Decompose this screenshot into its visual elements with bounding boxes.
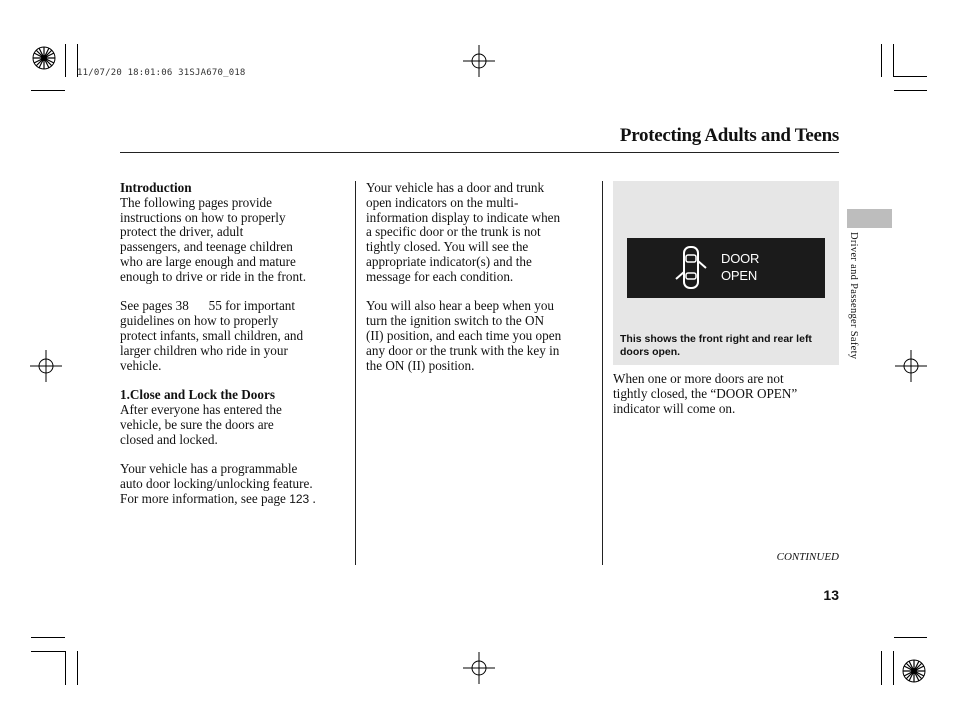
caption-line: doors open. bbox=[620, 346, 681, 358]
more-info-suffix: . bbox=[309, 490, 316, 506]
text-line: instructions on how to properly bbox=[120, 209, 286, 225]
crop-mark bbox=[894, 76, 927, 77]
text-line: who are large enough and mature bbox=[120, 253, 296, 269]
text-line: protect infants, small children, and bbox=[120, 327, 304, 343]
figure-caption bbox=[620, 333, 836, 359]
text-line: any door or the trunk with the key in bbox=[366, 342, 560, 358]
crop-mark bbox=[31, 651, 65, 652]
crop-mark bbox=[893, 651, 894, 685]
text-line: When one or more doors are not bbox=[613, 371, 784, 386]
page-title: Protecting Adults and Teens bbox=[619, 125, 839, 146]
display-line: OPEN bbox=[721, 268, 758, 283]
column-2 bbox=[366, 181, 598, 388]
text-line: Your vehicle has a door and trunk bbox=[366, 180, 545, 195]
text-line: larger children who ride in your bbox=[120, 342, 288, 358]
text-line: tightly closed. You will see the bbox=[366, 239, 529, 255]
crosshair-registration-icon bbox=[30, 350, 62, 382]
beep-paragraph bbox=[366, 299, 598, 373]
text-line: vehicle, be sure the doors are bbox=[120, 416, 274, 432]
text-line: open indicators on the multi- bbox=[366, 194, 519, 210]
text-line: The following pages provide bbox=[120, 194, 272, 210]
car-door-open-icon bbox=[673, 244, 709, 292]
column-divider bbox=[355, 181, 356, 565]
caption-line: This shows the front right and rear left bbox=[620, 333, 812, 345]
auto-lock-section bbox=[120, 462, 352, 506]
continued-label: CONTINUED bbox=[776, 551, 839, 563]
crop-mark bbox=[65, 651, 66, 685]
text-line: message for each condition. bbox=[366, 268, 514, 284]
text-line: the ON (II) position. bbox=[366, 357, 475, 373]
column-divider bbox=[602, 181, 603, 565]
door-open-paragraph bbox=[613, 372, 839, 416]
crop-mark bbox=[881, 44, 882, 77]
crop-mark bbox=[77, 651, 78, 685]
pages-reference bbox=[120, 299, 352, 373]
crop-mark bbox=[65, 44, 66, 77]
text-line: You will also hear a beep when you bbox=[366, 298, 555, 314]
text-line: After everyone has entered the bbox=[120, 401, 282, 417]
multi-info-display bbox=[627, 238, 825, 298]
door-open-figure bbox=[613, 181, 839, 365]
column-1 bbox=[120, 181, 352, 521]
text-line: appropriate indicator(s) and the bbox=[366, 253, 532, 269]
text-line: a specific door or the trunk is not bbox=[366, 224, 541, 240]
print-stamp: 11/07/20 18:01:06 31SJA670_018 bbox=[77, 68, 246, 78]
crop-mark bbox=[893, 44, 894, 77]
text-line: tightly closed, the “DOOR OPEN” bbox=[613, 385, 798, 401]
text-line[interactable]: See pages 38 55 for important bbox=[120, 298, 296, 314]
page-link[interactable]: 123 bbox=[289, 491, 310, 506]
crop-mark bbox=[894, 637, 927, 638]
page-number: 13 bbox=[823, 587, 839, 603]
section-tab bbox=[847, 209, 892, 228]
text-line: vehicle. bbox=[120, 357, 162, 373]
column-3-body bbox=[613, 372, 839, 431]
intro-heading: Introduction bbox=[120, 180, 192, 195]
text-line: guidelines on how to properly bbox=[120, 313, 279, 329]
crop-mark bbox=[31, 637, 65, 638]
crosshair-registration-icon bbox=[895, 350, 927, 382]
more-info-line bbox=[120, 492, 352, 507]
text-line: passengers, and teenage children bbox=[120, 239, 293, 255]
crop-mark bbox=[894, 90, 927, 91]
text-line: (II) position, and each time you open bbox=[366, 327, 562, 343]
intro-section bbox=[120, 181, 352, 285]
indicator-paragraph bbox=[366, 181, 598, 285]
header-rule bbox=[120, 152, 839, 153]
display-line: DOOR bbox=[721, 251, 760, 266]
more-info-prefix: For more information, see page bbox=[120, 490, 290, 506]
text-line: information display to indicate when bbox=[366, 209, 561, 225]
sunburst-registration-icon bbox=[901, 658, 927, 684]
section-side-label: Driver and Passenger Safety bbox=[848, 232, 859, 360]
text-line: auto door locking/unlocking feature. bbox=[120, 475, 313, 491]
door-open-label bbox=[721, 250, 759, 284]
step-heading: 1.Close and Lock the Doors bbox=[120, 387, 275, 403]
text-line: protect the driver, adult bbox=[120, 224, 244, 240]
step-section bbox=[120, 388, 352, 447]
text-line: Your vehicle has a programmable bbox=[120, 461, 298, 477]
crop-mark bbox=[31, 90, 65, 91]
text-line: indicator will come on. bbox=[613, 400, 736, 416]
sunburst-registration-icon bbox=[31, 45, 57, 71]
text-line: turn the ignition switch to the ON bbox=[366, 313, 545, 329]
crop-mark bbox=[881, 651, 882, 685]
text-line: enough to drive or ride in the front. bbox=[120, 268, 307, 284]
crosshair-registration-icon bbox=[463, 45, 495, 77]
crosshair-registration-icon bbox=[463, 652, 495, 684]
text-line: closed and locked. bbox=[120, 431, 218, 447]
